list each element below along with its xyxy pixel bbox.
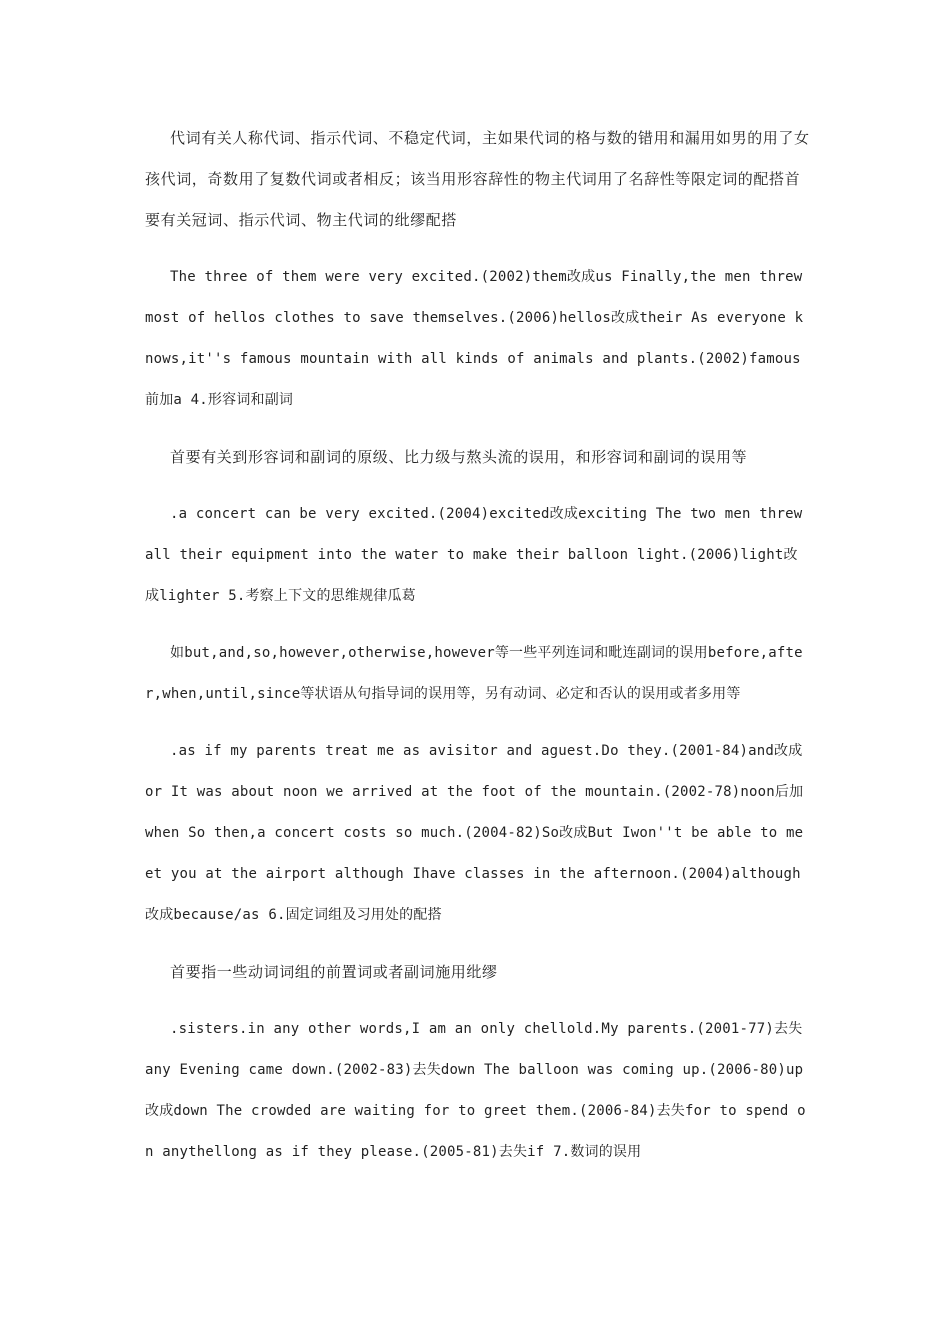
paragraph-conjunction-examples: .as if my parents treat me as avisitor and aguest.Do they.(2001-84)and改成or It was about noon we arrived at the foot of the mountain.(2002-78)noon后加when So then,a concert costs so much.(2004-82)So改成But Iwon''t be able to meet you at the airport although Ihave classes in the afternoon.(2004)although改成because/as 6.固定词组及习用处的配搭	[145, 743, 804, 923]
paragraph-phrases-intro: 首要指一些动词词组的前置词或者副词施用纰缪	[170, 963, 498, 981]
paragraph-pronoun-examples: The three of them were very excited.(2002)them改成us Finally,the men threw most of hellos clothes to save themselves.(2006)hellos改成their As everyone knows,it''s famous mountain with all kinds of animals and plants.(2002)famous前加a 4.形容词和副词	[145, 269, 804, 408]
paragraph-pronouns-intro: 代词有关人称代词、指示代词、不稳定代词，主如果代词的格与数的错用和漏用如男的用了女孩代词，奇数用了复数代词或者相反；该当用形容辞性的物主代词用了名辞性等限定词的配搭首要有关冠词、指示代词、物主代词的纰缪配搭	[145, 129, 810, 229]
paragraph-adjective-examples: .a concert can be very excited.(2004)excited改成exciting The two men threw all their equipment into the water to make their balloon light.(2006)light改成lighter 5.考察上下文的思维规律瓜葛	[145, 506, 803, 604]
paragraph-conjunctions-intro: 如but,and,so,however,otherwise,however等一些平列连词和毗连副词的误用before,after,when,until,since等状语从句指导词的误用等，另有动词、必定和否认的误用或者多用等	[145, 645, 803, 702]
paragraph-phrase-examples: .sisters.in any other words,I am an only chellold.My parents.(2001-77)去失any Evening came down.(2002-83)去失down The balloon was coming up.(2006-80)up改成down The crowded are waiting for to greet them.(2006-84)去失for to spend on anythellong as if they please.(2005-81)去失if 7.数词的误用	[145, 1021, 806, 1160]
paragraph-adjectives-intro: 首要有关到形容词和副词的原级、比力级与熬头流的误用，和形容词和副词的误用等	[170, 448, 748, 466]
document-body	[145, 118, 810, 1189]
